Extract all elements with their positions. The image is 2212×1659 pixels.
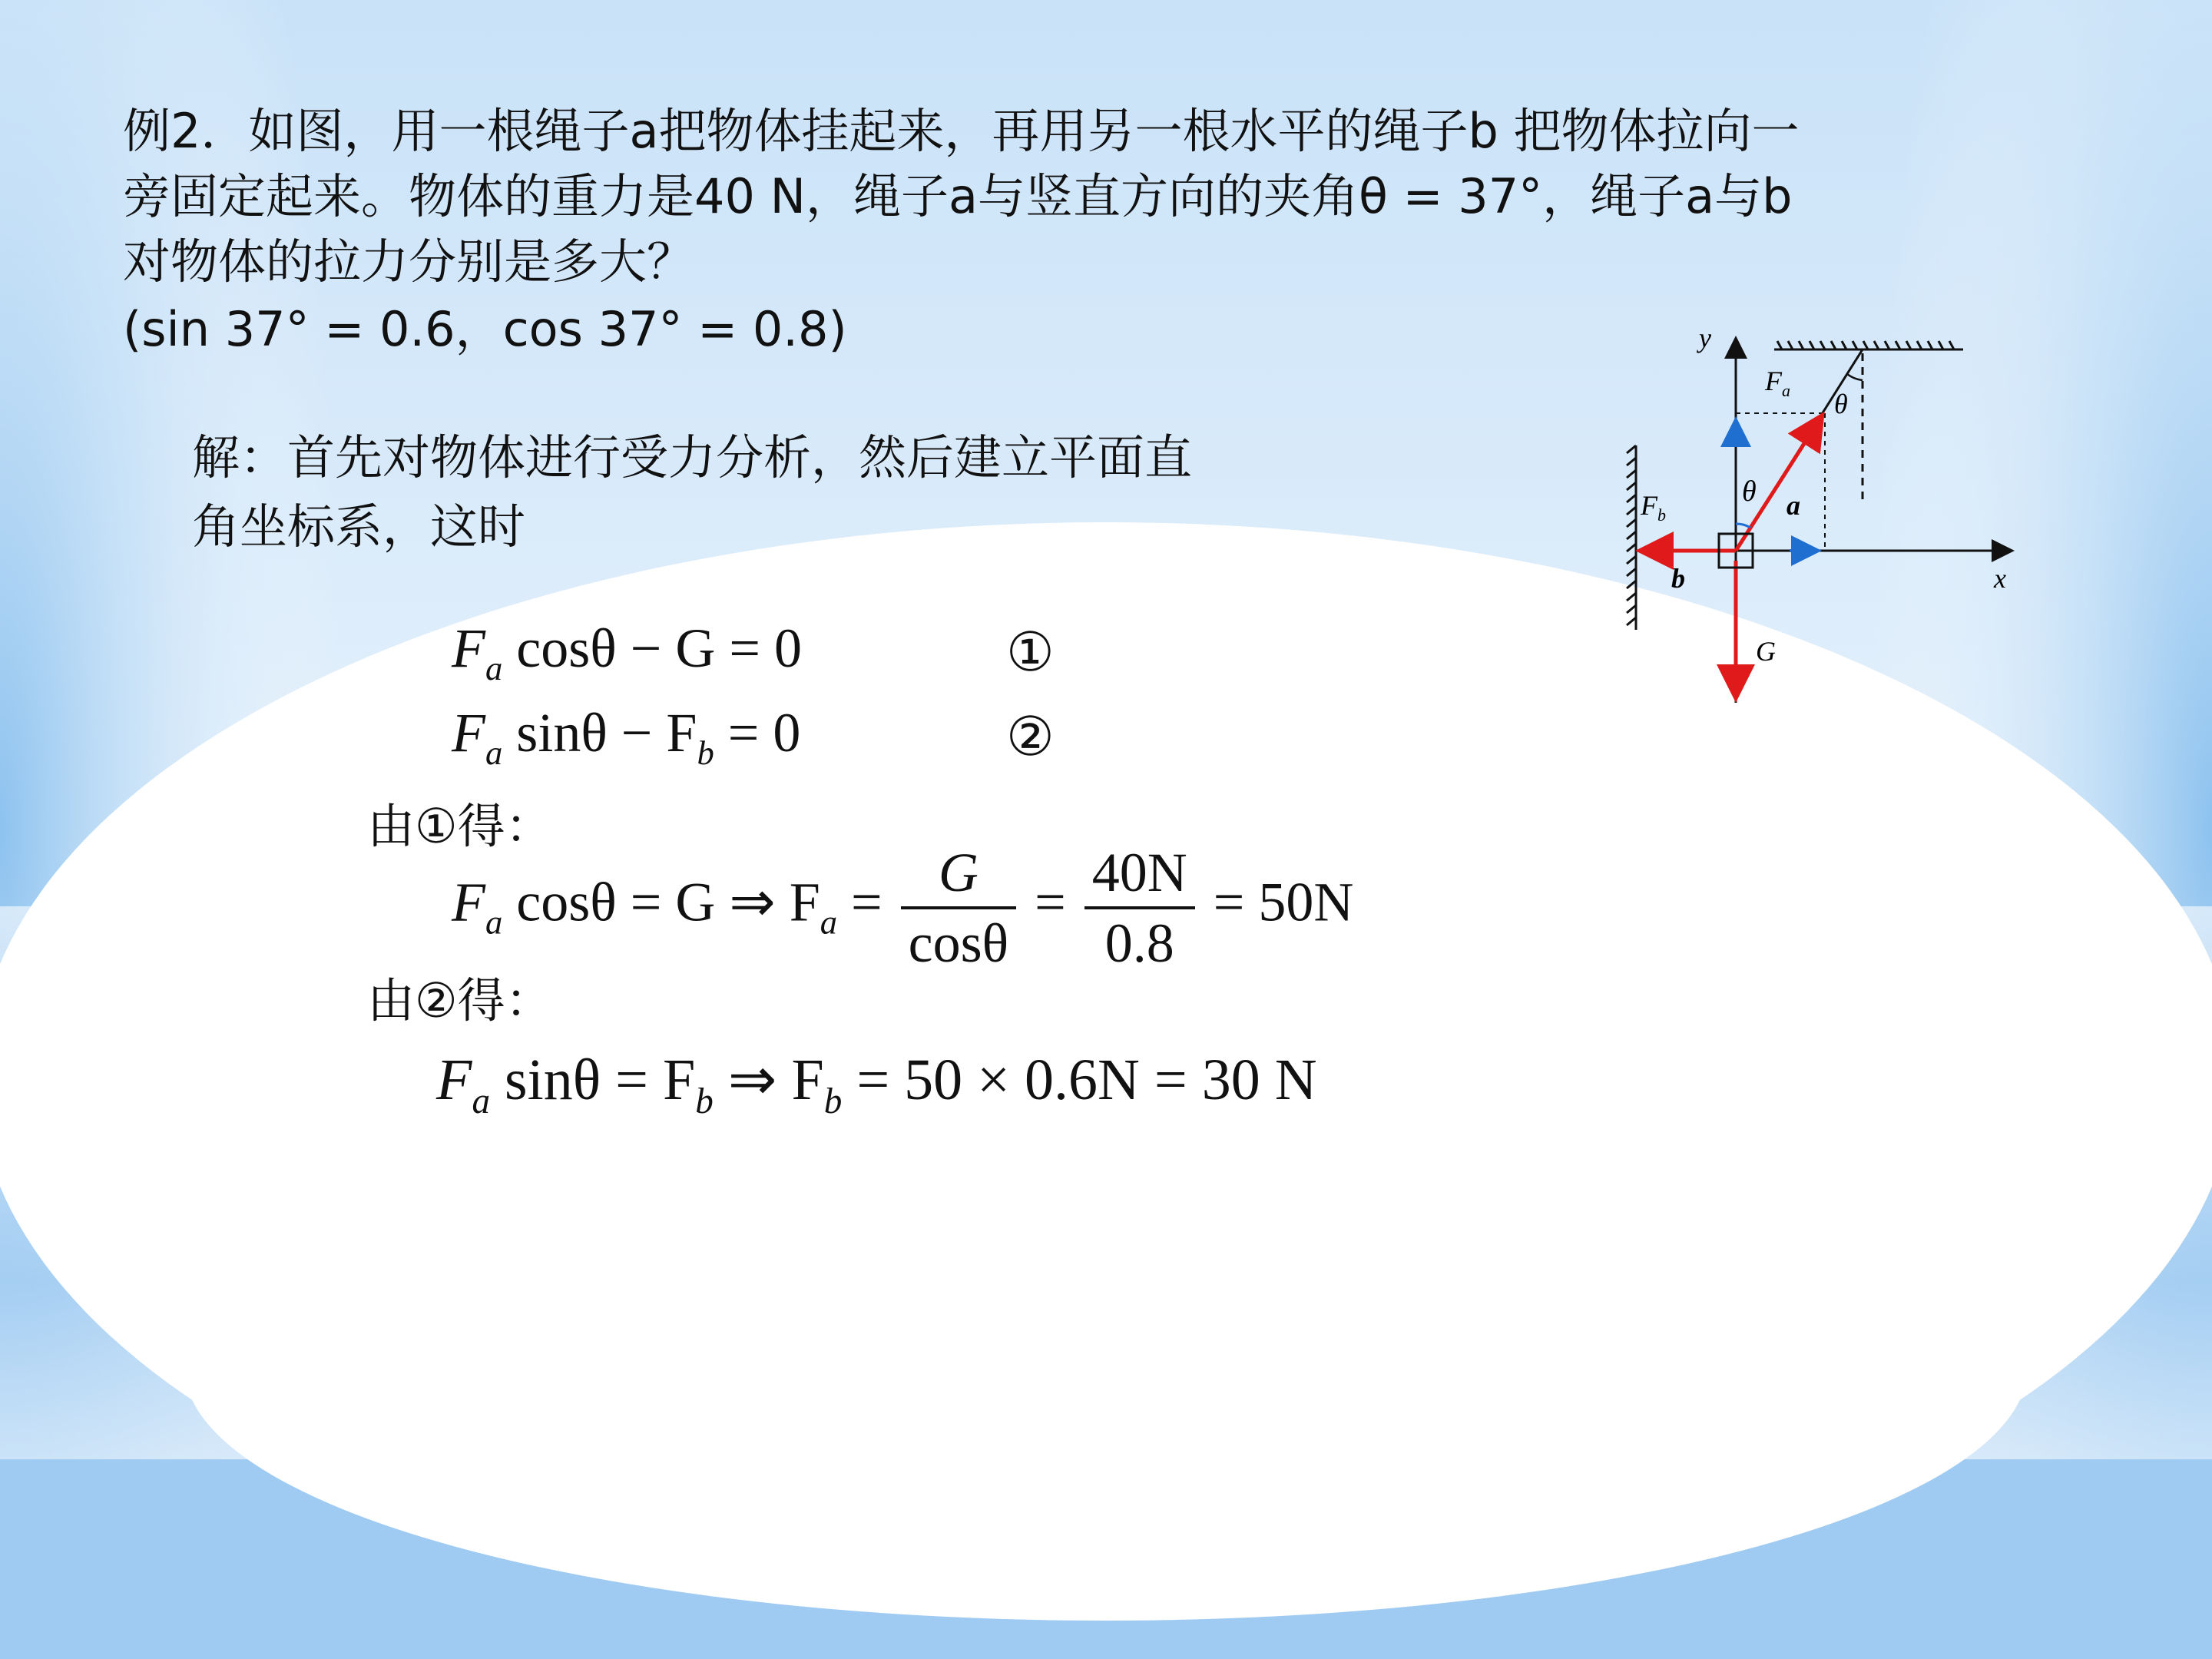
label-Fb: $F_b$ (1641, 490, 1666, 525)
label-theta-top: θ (1834, 389, 1848, 419)
equation-2: $F_a$ $\sin\theta - F_b = 0$ (452, 702, 801, 772)
derivation-1: $F_a$ cosθ = G ⇒ $F_a$ = $\frac{G}{\cos\theta}$ = $\frac{40N}{0.8}$ = 50N (452, 842, 1354, 974)
question-line-2: 旁固定起来。物体的重力是40 N，绳子a与竖直方向的夹角θ = 37°，绳子a与b (123, 168, 1793, 224)
equation-1: $F_a$ cosθ − G = 0 (452, 618, 802, 687)
label-rope-b: b (1671, 563, 1685, 594)
axis-label-x: x (1994, 563, 2006, 594)
label-theta-origin: θ (1742, 475, 1757, 508)
from-eq2-label: 由②得： (367, 972, 553, 1028)
label-gravity-G: G (1756, 636, 1776, 667)
angle-arc-origin (1736, 524, 1750, 528)
question-line-3: 对物体的拉力分别是多大？ (123, 233, 695, 290)
from-eq1-label: 由①得： (367, 798, 553, 854)
fraction-40N-over-0.8: $\frac{40N}{0.8}$ (1084, 845, 1195, 971)
solution-intro-line-1: 解：首先对物体进行受力分析，然后建立平面直 (192, 429, 1193, 485)
label-Fa: $F_a$ (1765, 366, 1790, 400)
ceiling-hatch (1774, 341, 1963, 349)
question-line-1: 例2．如图，用一根绳子a把物体挂起来，再用另一根水平的绳子b 把物体拉向一 (123, 103, 1800, 159)
equation-2-tag: ② (1006, 705, 1055, 768)
wall-hatch (1627, 445, 1636, 630)
angle-arc-top (1847, 374, 1863, 380)
axis-label-y: y (1699, 323, 1711, 353)
question-line-4: (sin 37° = 0.6，cos 37° = 0.8) (123, 301, 847, 357)
fraction-G-over-cos: $\frac{G}{\cos\theta}$ (901, 845, 1016, 971)
equation-1-tag: ① (1006, 621, 1055, 684)
force-diagram (1598, 323, 2028, 722)
solution-intro-line-2: 角坐标系，这时 (192, 498, 526, 555)
label-rope-a: a (1786, 490, 1800, 521)
derivation-2: $F_a$ $\sin\theta = F_b$ ⇒ $F_b = 50 \times 0.6N = 30$ N (436, 1048, 1317, 1121)
